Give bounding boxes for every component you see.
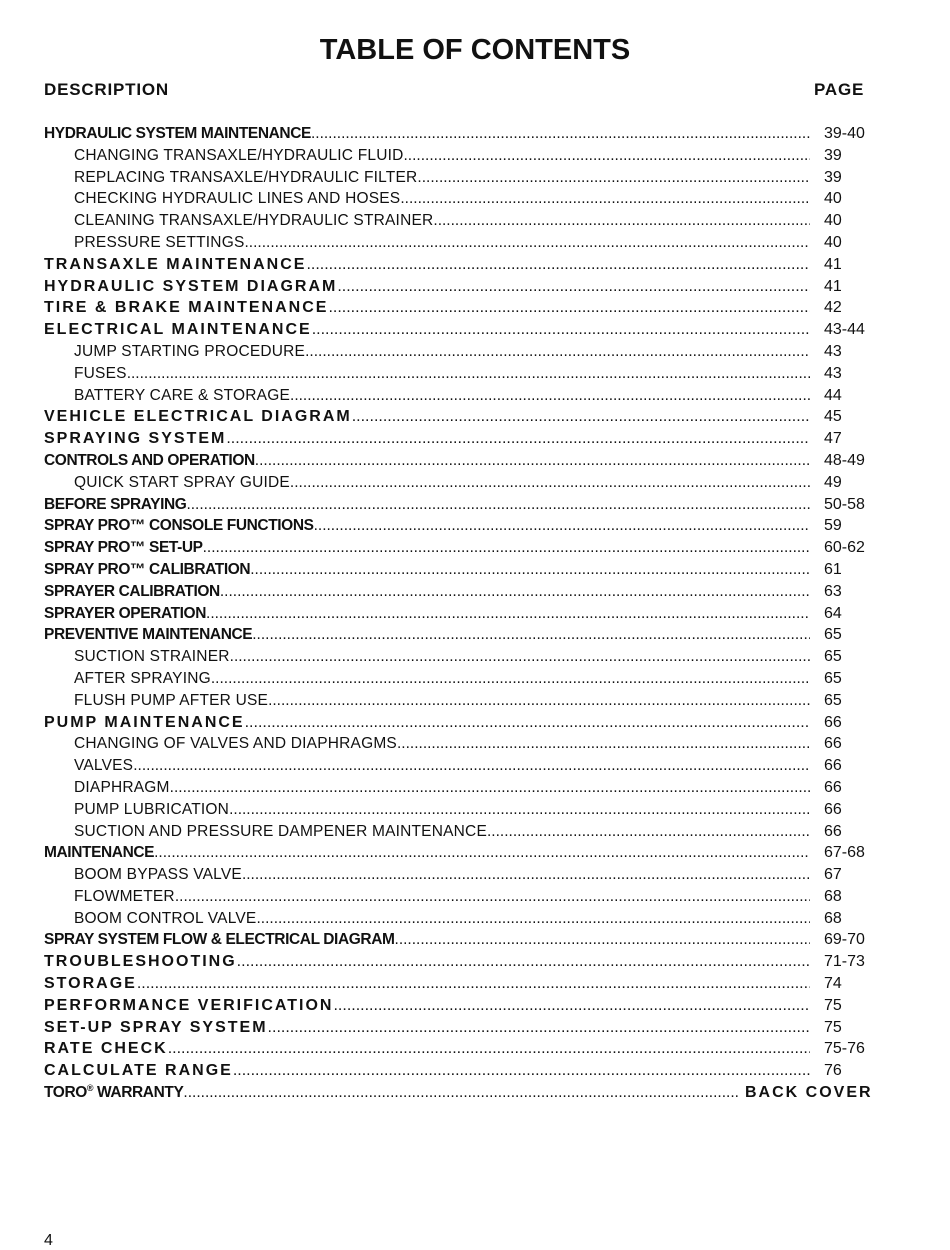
toc-entry-label: SUCTION AND PRESSURE DAMPENER MAINTENANCE ..... bbox=[74, 821, 810, 843]
toc-entry-page: 63 bbox=[824, 582, 842, 600]
toc-entry[interactable] bbox=[44, 886, 880, 908]
toc-entry-label: SPRAYER CALIBRATION ..... bbox=[44, 581, 810, 603]
toc-entry-page: 50-58 bbox=[824, 495, 865, 513]
toc-entry-label: DIAPHRAGM ..... bbox=[74, 777, 810, 799]
toc-entry-page: 68 bbox=[824, 909, 842, 927]
toc-entry-page: 39 bbox=[824, 146, 842, 164]
toc-entry[interactable] bbox=[44, 1038, 880, 1060]
toc-entry-label: SUCTION STRAINER ..... bbox=[74, 646, 810, 668]
toc-entry-label: TRANSAXLE MAINTENANCE ..... bbox=[44, 254, 810, 276]
toc-entry-label: CHANGING TRANSAXLE/HYDRAULIC FLUID ..... bbox=[74, 145, 810, 167]
toc-entry-label: AFTER SPRAYING ..... bbox=[74, 668, 810, 690]
toc-entry[interactable] bbox=[44, 973, 880, 995]
toc-entry[interactable] bbox=[44, 450, 880, 472]
toc-entry-label: REPLACING TRANSAXLE/HYDRAULIC FILTER ..... bbox=[74, 167, 810, 189]
toc-entry-page: 49 bbox=[824, 473, 842, 491]
toc-entry-page: 71-73 bbox=[824, 953, 865, 971]
toc-entry-label: BOOM CONTROL VALVE ..... bbox=[74, 908, 810, 930]
toc-entry-label: SPRAY PRO™ SET-UP ..... bbox=[44, 537, 810, 559]
registered-mark: ® bbox=[86, 1083, 94, 1094]
toc-entry-label: SPRAY PRO™ CALIBRATION ..... bbox=[44, 559, 810, 581]
toc-entry-label: CHANGING OF VALVES AND DIAPHRAGMS ..... bbox=[74, 733, 810, 755]
toc-entry[interactable] bbox=[44, 341, 880, 363]
toc-entry-page: 59 bbox=[824, 517, 842, 535]
toc-entry-label: CONTROLS AND OPERATION ..... bbox=[44, 450, 810, 472]
toc-entry-page: 47 bbox=[824, 430, 842, 448]
toc-entry[interactable] bbox=[44, 799, 880, 821]
toc-entry-label: BATTERY CARE & STORAGE ..... bbox=[74, 385, 810, 407]
toc-entry-page: 41 bbox=[824, 277, 842, 295]
toc-entry-label: HYDRAULIC SYSTEM MAINTENANCE ..... bbox=[44, 123, 810, 145]
page-number: 4 bbox=[44, 1232, 53, 1249]
toc-entry-page: 74 bbox=[824, 975, 842, 993]
toc-entry-label: CALCULATE RANGE ..... bbox=[44, 1060, 810, 1082]
toc-entry[interactable] bbox=[44, 276, 880, 298]
toc-entry[interactable] bbox=[44, 297, 880, 319]
toc-entry-label: VALVES ..... bbox=[74, 755, 810, 777]
toc-entry-page: 48-49 bbox=[824, 451, 865, 469]
toc-entry[interactable] bbox=[44, 624, 880, 646]
toc-entry[interactable] bbox=[44, 864, 880, 886]
toc-entry-page: 40 bbox=[824, 233, 842, 251]
toc-entry-page: 43-44 bbox=[824, 321, 865, 339]
toc-entry[interactable] bbox=[44, 515, 880, 537]
toc-entry-page: 68 bbox=[824, 887, 842, 905]
toc-entry-page: 40 bbox=[824, 212, 842, 230]
toc-list bbox=[44, 123, 880, 1104]
toc-entry-page: 65 bbox=[824, 626, 842, 644]
toro-brand: TORO bbox=[44, 1084, 87, 1102]
page-column-header: PAGE bbox=[814, 80, 865, 99]
toc-entry-label: ELECTRICAL MAINTENANCE ..... bbox=[44, 319, 810, 341]
toc-entry-label: PREVENTIVE MAINTENANCE ..... bbox=[44, 624, 810, 646]
toc-entry-label: STORAGE ..... bbox=[44, 973, 810, 995]
toc-entry[interactable] bbox=[44, 363, 880, 385]
toc-entry-page: 75 bbox=[824, 1018, 842, 1036]
toc-entry[interactable] bbox=[44, 646, 880, 668]
toc-entry-page: 39-40 bbox=[824, 125, 865, 142]
toc-entry-label: TROUBLESHOOTING ..... bbox=[44, 951, 810, 973]
toc-entry[interactable] bbox=[44, 690, 880, 712]
toc-entry[interactable] bbox=[44, 733, 880, 755]
toc-entry[interactable] bbox=[44, 1017, 880, 1039]
toc-entry-page: 66 bbox=[824, 800, 842, 818]
toc-entry-page: 66 bbox=[824, 757, 842, 775]
toc-entry-label: PUMP MAINTENANCE ..... bbox=[44, 712, 810, 734]
toc-entry-page: 45 bbox=[824, 408, 842, 426]
toc-entry-page: 69-70 bbox=[824, 931, 865, 949]
toc-entry[interactable] bbox=[44, 406, 880, 428]
toc-entry-label: VEHICLE ELECTRICAL DIAGRAM ..... bbox=[44, 406, 810, 428]
toc-entry[interactable] bbox=[44, 668, 880, 690]
toc-entry-page: 64 bbox=[824, 604, 842, 622]
toc-entry-page: 60-62 bbox=[824, 539, 865, 557]
toc-entry[interactable] bbox=[44, 929, 880, 951]
toc-entry-page: 75 bbox=[824, 996, 842, 1014]
toc-entry[interactable] bbox=[44, 385, 880, 407]
toc-entry[interactable] bbox=[44, 188, 880, 210]
toc-entry-page: 66 bbox=[824, 822, 842, 840]
toc-entry-page: 76 bbox=[824, 1062, 842, 1080]
toc-entry-page: 42 bbox=[824, 299, 842, 317]
toc-entry[interactable] bbox=[44, 319, 880, 341]
toc-entry-page: 41 bbox=[824, 255, 842, 273]
toc-entry-label: SPRAY SYSTEM FLOW & ELECTRICAL DIAGRAM ..... bbox=[44, 929, 810, 951]
toc-entry[interactable] bbox=[44, 581, 880, 603]
toc-entry[interactable] bbox=[44, 559, 880, 581]
toc-entry-page: 61 bbox=[824, 560, 842, 578]
toc-entry-label: MAINTENANCE ..... bbox=[44, 842, 810, 864]
toc-entry-label: SET-UP SPRAY SYSTEM ..... bbox=[44, 1017, 810, 1039]
toc-entry-page: 40 bbox=[824, 190, 842, 208]
toc-entry-page: 67-68 bbox=[824, 844, 865, 862]
toc-entry-page: 75-76 bbox=[824, 1040, 865, 1058]
toc-entry[interactable] bbox=[44, 951, 880, 973]
toc-entry-page: 66 bbox=[824, 713, 842, 731]
toc-entry-label: BOOM BYPASS VALVE ..... bbox=[74, 864, 810, 886]
toc-entry-label: JUMP STARTING PROCEDURE ..... bbox=[74, 341, 810, 363]
toc-entry-page: 66 bbox=[824, 735, 842, 753]
toc-entry-label: FLOWMETER ..... bbox=[74, 886, 810, 908]
toc-entry-label: CHECKING HYDRAULIC LINES AND HOSES ..... bbox=[74, 188, 810, 210]
toc-entry-label bbox=[44, 1082, 740, 1104]
toc-entry-label: PERFORMANCE VERIFICATION ..... bbox=[44, 995, 810, 1017]
toc-entry[interactable] bbox=[44, 842, 880, 864]
toc-entry-page: BACK COVER bbox=[745, 1084, 873, 1102]
toc-entry-label: BEFORE SPRAYING ..... bbox=[44, 494, 810, 516]
toc-entry-label: FLUSH PUMP AFTER USE ..... bbox=[74, 690, 810, 712]
toc-entry[interactable] bbox=[44, 145, 880, 167]
toc-entry-label: SPRAYING SYSTEM ..... bbox=[44, 428, 810, 450]
toc-entry-label: SPRAYER OPERATION ..... bbox=[44, 603, 810, 625]
toc-entry-label: FUSES ..... bbox=[74, 363, 810, 385]
warranty-label: WARRANTY bbox=[93, 1084, 184, 1102]
toc-entry[interactable] bbox=[44, 123, 880, 145]
toc-entry-page: 65 bbox=[824, 669, 842, 687]
toc-entry-warranty[interactable] bbox=[44, 1082, 880, 1104]
toc-entry-page: 43 bbox=[824, 342, 842, 360]
toc-entry-page: 44 bbox=[824, 386, 842, 404]
toc-entry-page: 65 bbox=[824, 648, 842, 666]
toc-entry[interactable] bbox=[44, 777, 880, 799]
toc-entry[interactable] bbox=[44, 908, 880, 930]
toc-entry-label: SPRAY PRO™ CONSOLE FUNCTIONS ..... bbox=[44, 515, 810, 537]
toc-entry-page: 43 bbox=[824, 364, 842, 382]
toc-entry[interactable] bbox=[44, 712, 880, 734]
toc-entry[interactable] bbox=[44, 254, 880, 276]
toc-entry-label: PRESSURE SETTINGS ..... bbox=[74, 232, 810, 254]
toc-entry-label: QUICK START SPRAY GUIDE ..... bbox=[74, 472, 810, 494]
toc-entry-page: 65 bbox=[824, 691, 842, 709]
toc-entry-page: 39 bbox=[824, 168, 842, 186]
toc-entry[interactable] bbox=[44, 995, 880, 1017]
toc-entry[interactable] bbox=[44, 494, 880, 516]
toc-entry[interactable] bbox=[44, 428, 880, 450]
toc-entry-label: TIRE & BRAKE MAINTENANCE ..... bbox=[44, 297, 810, 319]
toc-entry-label: CLEANING TRANSAXLE/HYDRAULIC STRAINER ..... bbox=[74, 210, 810, 232]
page-title: TABLE OF CONTENTS bbox=[319, 34, 631, 66]
toc-entry[interactable] bbox=[44, 167, 880, 189]
toc-entry[interactable] bbox=[44, 210, 880, 232]
toc-entry[interactable] bbox=[44, 603, 880, 625]
toc-entry-label: HYDRAULIC SYSTEM DIAGRAM ..... bbox=[44, 276, 810, 298]
toc-entry-page: 67 bbox=[824, 866, 842, 884]
toc-entry[interactable] bbox=[44, 537, 880, 559]
toc-entry-page: 66 bbox=[824, 778, 842, 796]
toc-entry[interactable] bbox=[44, 472, 880, 494]
toc-entry[interactable] bbox=[44, 821, 880, 843]
toc-entry[interactable] bbox=[44, 1060, 880, 1082]
toc-entry-label: PUMP LUBRICATION ..... bbox=[74, 799, 810, 821]
toc-entry[interactable] bbox=[44, 232, 880, 254]
toc-entry-label: RATE CHECK ..... bbox=[44, 1038, 810, 1060]
toc-entry[interactable] bbox=[44, 755, 880, 777]
description-column-header: DESCRIPTION bbox=[44, 80, 169, 99]
